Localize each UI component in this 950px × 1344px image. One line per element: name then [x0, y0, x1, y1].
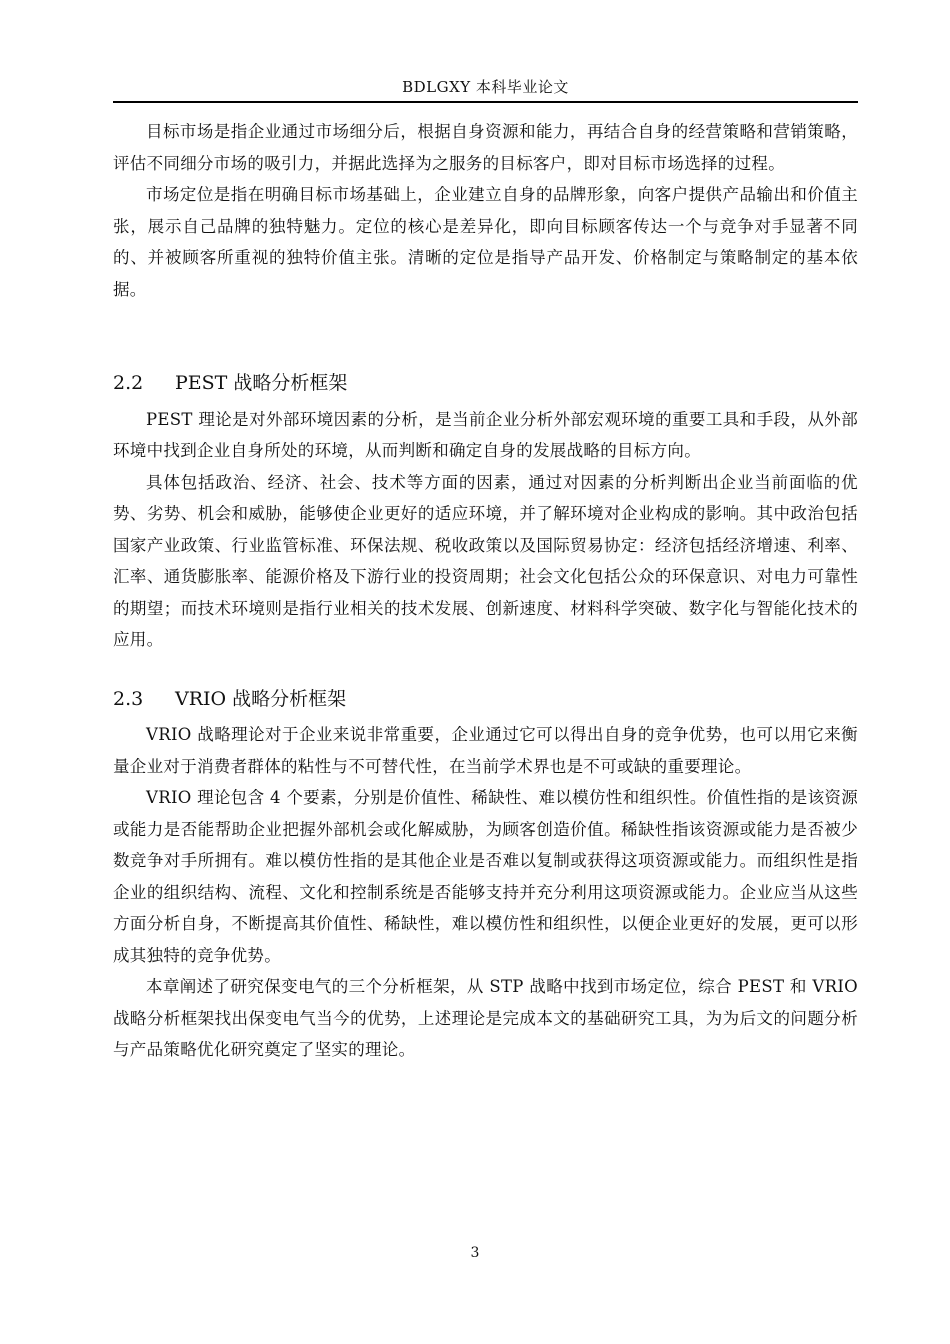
- section-heading-2-2: [113, 368, 858, 400]
- paragraph-market-positioning: 市场定位是指在明确目标市场基础上，企业建立自身的品牌形象，向客户提供产品输出和价值主张，展示自己品牌的独特魅力。定位的核心是差异化，即向目标顾客传达一个与竞争对手显著不同的、并被顾客所重视的独特价值主张。清晰的定位是指导产品开发、价格制定与策略制定的基本依据。: [113, 185, 858, 299]
- page-number: 3: [470, 1245, 480, 1261]
- page-header: BDLGXY 本科毕业论文: [402, 78, 569, 96]
- section-number: 2.2: [113, 372, 144, 394]
- section-title: VRIO 战略分析框架: [175, 687, 347, 710]
- paragraph-vrio-intro: VRIO 战略理论对于企业来说非常重要，企业通过它可以得出自身的竞争优势，也可以用它来衡量企业对于消费者群体的粘性与不可替代性，在当前学术界也是不可或缺的重要理论。: [113, 725, 858, 776]
- header-divider: [113, 101, 858, 103]
- section-heading-2-3: [113, 684, 858, 716]
- paragraph-chapter-summary: 本章阐述了研究保变电气的三个分析框架，从 STP 战略中找到市场定位，综合 PEST 和 VRIO 战略分析框架找出保变电气当今的优势，上述理论是完成本文的基础研究工具，为为后文的问题分析与产品策略优化研究奠定了坚实的理论。: [113, 977, 858, 1059]
- section-title: PEST 战略分析框架: [175, 372, 348, 394]
- section-number: 2.3: [113, 687, 144, 710]
- page-body: [113, 116, 858, 1066]
- paragraph-pest-intro: PEST 理论是对外部环境因素的分析，是当前企业分析外部宏观环境的重要工具和手段，从外部环境中找到企业自身所处的环境，从而判断和确定自身的发展战略的目标方向。: [113, 409, 858, 460]
- paragraph-vrio-elements: VRIO 理论包含 4 个要素，分别是价值性、稀缺性、难以模仿性和组织性。价值性指的是该资源或能力是否能帮助企业把握外部机会或化解威胁，为顾客创造价值。稀缺性指该资源或能力是否被少数竞争对手所拥有。难以模仿性指的是其他企业是否难以复制或获得这项资源或能力。而组织性是指企业的组织结构、流程、文化和控制系统是否能够支持并充分利用这项资源或能力。企业应当从这些方面分析自身，不断提高其价值性、稀缺性，难以模仿性和组织性，以便企业更好的发展，更可以形成其独特的竞争优势。: [113, 788, 858, 965]
- paragraph-target-market: 目标市场是指企业通过市场细分后，根据自身资源和能力，再结合自身的经营策略和营销策略，评估不同细分市场的吸引力，并据此选择为之服务的目标客户，即对目标市场选择的过程。: [113, 122, 858, 173]
- paragraph-pest-details: 具体包括政治、经济、社会、技术等方面的因素，通过对因素的分析判断出企业当前面临的优势、劣势、机会和威胁，能够使企业更好的适应环境，并了解环境对企业构成的影响。其中政治包括国家产业政策、行业监管标准、环保法规、税收政策以及国际贸易协定：经济包括经济增速、利率、汇率、通货膨胀率、能源价格及下游行业的投资周期；社会文化包括公众的环保意识、对电力可靠性的期望；而技术环境则是指行业相关的技术发展、创新速度、材料科学突破、数字化与智能化技术的应用。: [113, 472, 858, 649]
